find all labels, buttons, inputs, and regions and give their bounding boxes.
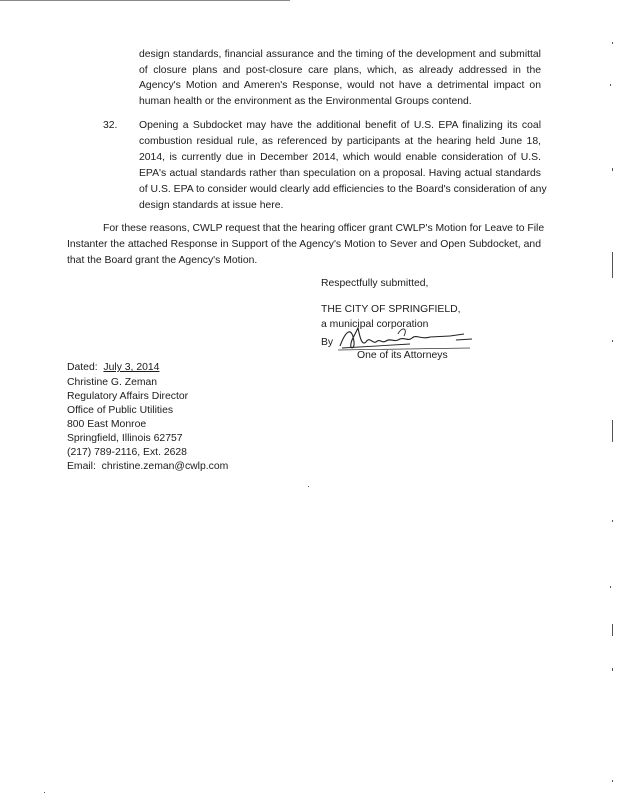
contact-office: Office of Public Utilities	[67, 405, 174, 416]
scan-artifact	[612, 340, 613, 342]
closing-respectfully: Respectfully submitted,	[321, 278, 429, 289]
text-line: design standards at issue here.	[139, 200, 284, 211]
contact-street: 800 East Monroe	[67, 419, 147, 430]
text-line: Agency's Motion and Ameren's Response, would not have a detrimental impact on	[139, 80, 541, 91]
text-line: design standards, financial assurance and the timing of the development and submittal	[139, 49, 541, 60]
closing-entity: THE CITY OF SPRINGFIELD,	[321, 304, 461, 315]
scan-artifact	[308, 486, 309, 487]
scan-artifact	[610, 84, 611, 86]
contact-phone: (217) 789-2116, Ext. 2628	[67, 447, 187, 458]
text-line: combustion residual rule, as referenced by participants at the hearing held June 18,	[139, 136, 541, 147]
scan-artifact	[612, 252, 613, 278]
text-line: Opening a Subdocket may have the additional benefit of U.S. EPA finalizing its coal	[139, 120, 541, 131]
contact-name: Christine G. Zeman	[67, 377, 158, 388]
text-line: human health or the environment as the Environmental Groups contend.	[139, 96, 472, 107]
text-line: that the Board grant the Agency's Motion.	[67, 255, 258, 266]
top-scan-rule	[0, 0, 290, 1]
scan-artifact	[612, 624, 613, 636]
paragraph-number: 32.	[103, 120, 118, 131]
scan-artifact	[612, 780, 613, 782]
attorney-line: One of its Attorneys	[357, 350, 448, 361]
dated-line	[67, 361, 159, 374]
text-line: Instanter the attached Response in Support of the Agency's Motion to Sever and Open Subdocket, and	[67, 239, 541, 250]
scan-artifact	[612, 668, 613, 671]
contact-title: Regulatory Affairs Director	[67, 391, 189, 402]
text-line: of closure plans and post-closure care plans, which, as already addressed in the	[139, 65, 541, 76]
scan-artifact	[612, 420, 613, 442]
text-line: For these reasons, CWLP request that the hearing officer grant CWLP's Motion for Leave to File	[103, 223, 545, 234]
scan-artifact	[44, 792, 45, 793]
contact-email-line	[67, 460, 228, 473]
scan-artifact	[612, 42, 613, 44]
scan-artifact	[610, 586, 611, 588]
contact-city: Springfield, Illinois 62757	[67, 433, 183, 444]
by-label: By	[321, 337, 334, 348]
text-line: 2014, is currently due in December 2014, which would enable consideration of U.S.	[139, 152, 541, 163]
dated-label: Dated:	[67, 362, 98, 373]
text-line: of U.S. EPA to consider would clearly add efficiencies to the Board's consideration of any	[139, 184, 547, 195]
text-line: EPA's actual standards rather than speculation on a proposal. Having actual standards	[139, 168, 541, 179]
email-value: christine.zeman@cwlp.com	[101, 461, 229, 472]
scan-artifact	[612, 168, 613, 171]
dated-value: July 3, 2014	[103, 362, 160, 373]
email-label: Email:	[67, 461, 96, 472]
scan-artifact	[612, 520, 613, 522]
closing-entity-desc: a municipal corporation	[321, 319, 429, 330]
